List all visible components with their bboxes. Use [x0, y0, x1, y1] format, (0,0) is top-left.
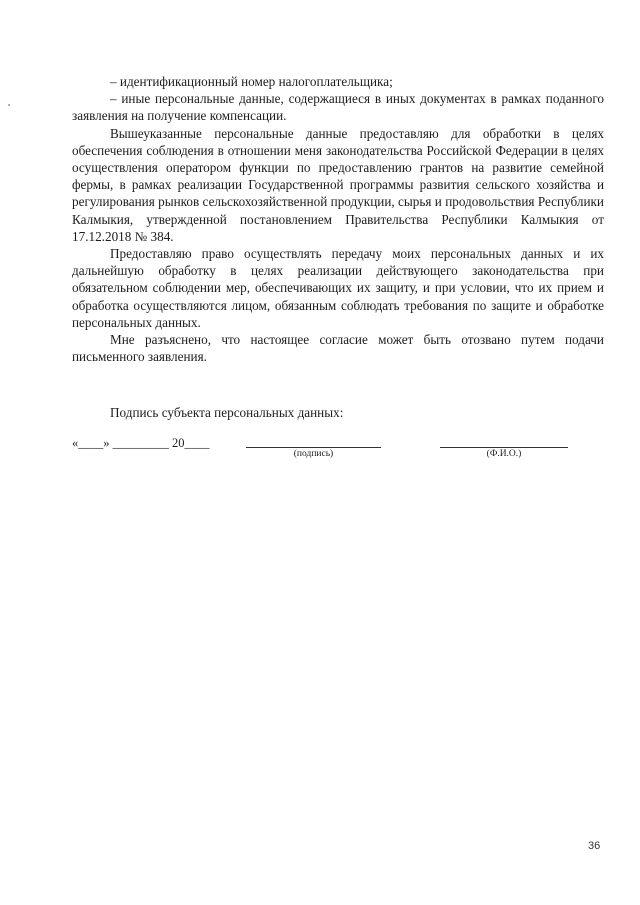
- paragraph-purpose: Вышеуказанные персональные данные предоставляю для обработки в целях обеспечения соблюдения в отношении меня законодательства Российской Федерации в целях осуществления оператором функции по предоставлению грантов на развитие семейной фермы, в рамках реализации Государственной программы развития сельского хозяйства и регулирования рынков сельскохозяйственной продукции, сырья и продовольствия Республики Калмыкия, утвержденной постановлением Правительства Республики Калмыкия от 17.12.2018 № 384.: [72, 125, 604, 244]
- paragraph-transfer-right: Предоставляю право осуществлять передачу моих персональных данных и их дальнейшую обработку в целях реализации действующего законодательства при обязательном соблюдении мер, обеспечивающих их защиту, и при условии, что их прием и обработка осуществляются лицом, обязанным соблюдать требования по защите и обработке персональных данных.: [72, 246, 604, 330]
- page-number: 36: [588, 840, 601, 852]
- fio-caption: (Ф.И.О.): [486, 449, 522, 459]
- paragraph-revocation: Мне разъяснено, что настоящее согласие может быть отозвано путем подачи письменного заявления.: [72, 332, 604, 365]
- date-field: «____» _________ 20____: [72, 436, 210, 450]
- consent-text: [72, 73, 604, 365]
- scan-artifact: [8, 104, 10, 106]
- fio-line: [440, 447, 568, 448]
- signature-label: Подпись субъекта персональных данных:: [110, 405, 344, 420]
- signature-row: [0, 436, 640, 476]
- paragraph-inn: – идентификационный номер налогоплательщика;: [110, 74, 393, 89]
- signature-line: [246, 447, 381, 448]
- paragraph-other-data: – иные персональные данные, содержащиеся в иных документах в рамках поданного заявления на получение компенсации.: [72, 91, 604, 124]
- signature-caption: (подпись): [293, 449, 334, 459]
